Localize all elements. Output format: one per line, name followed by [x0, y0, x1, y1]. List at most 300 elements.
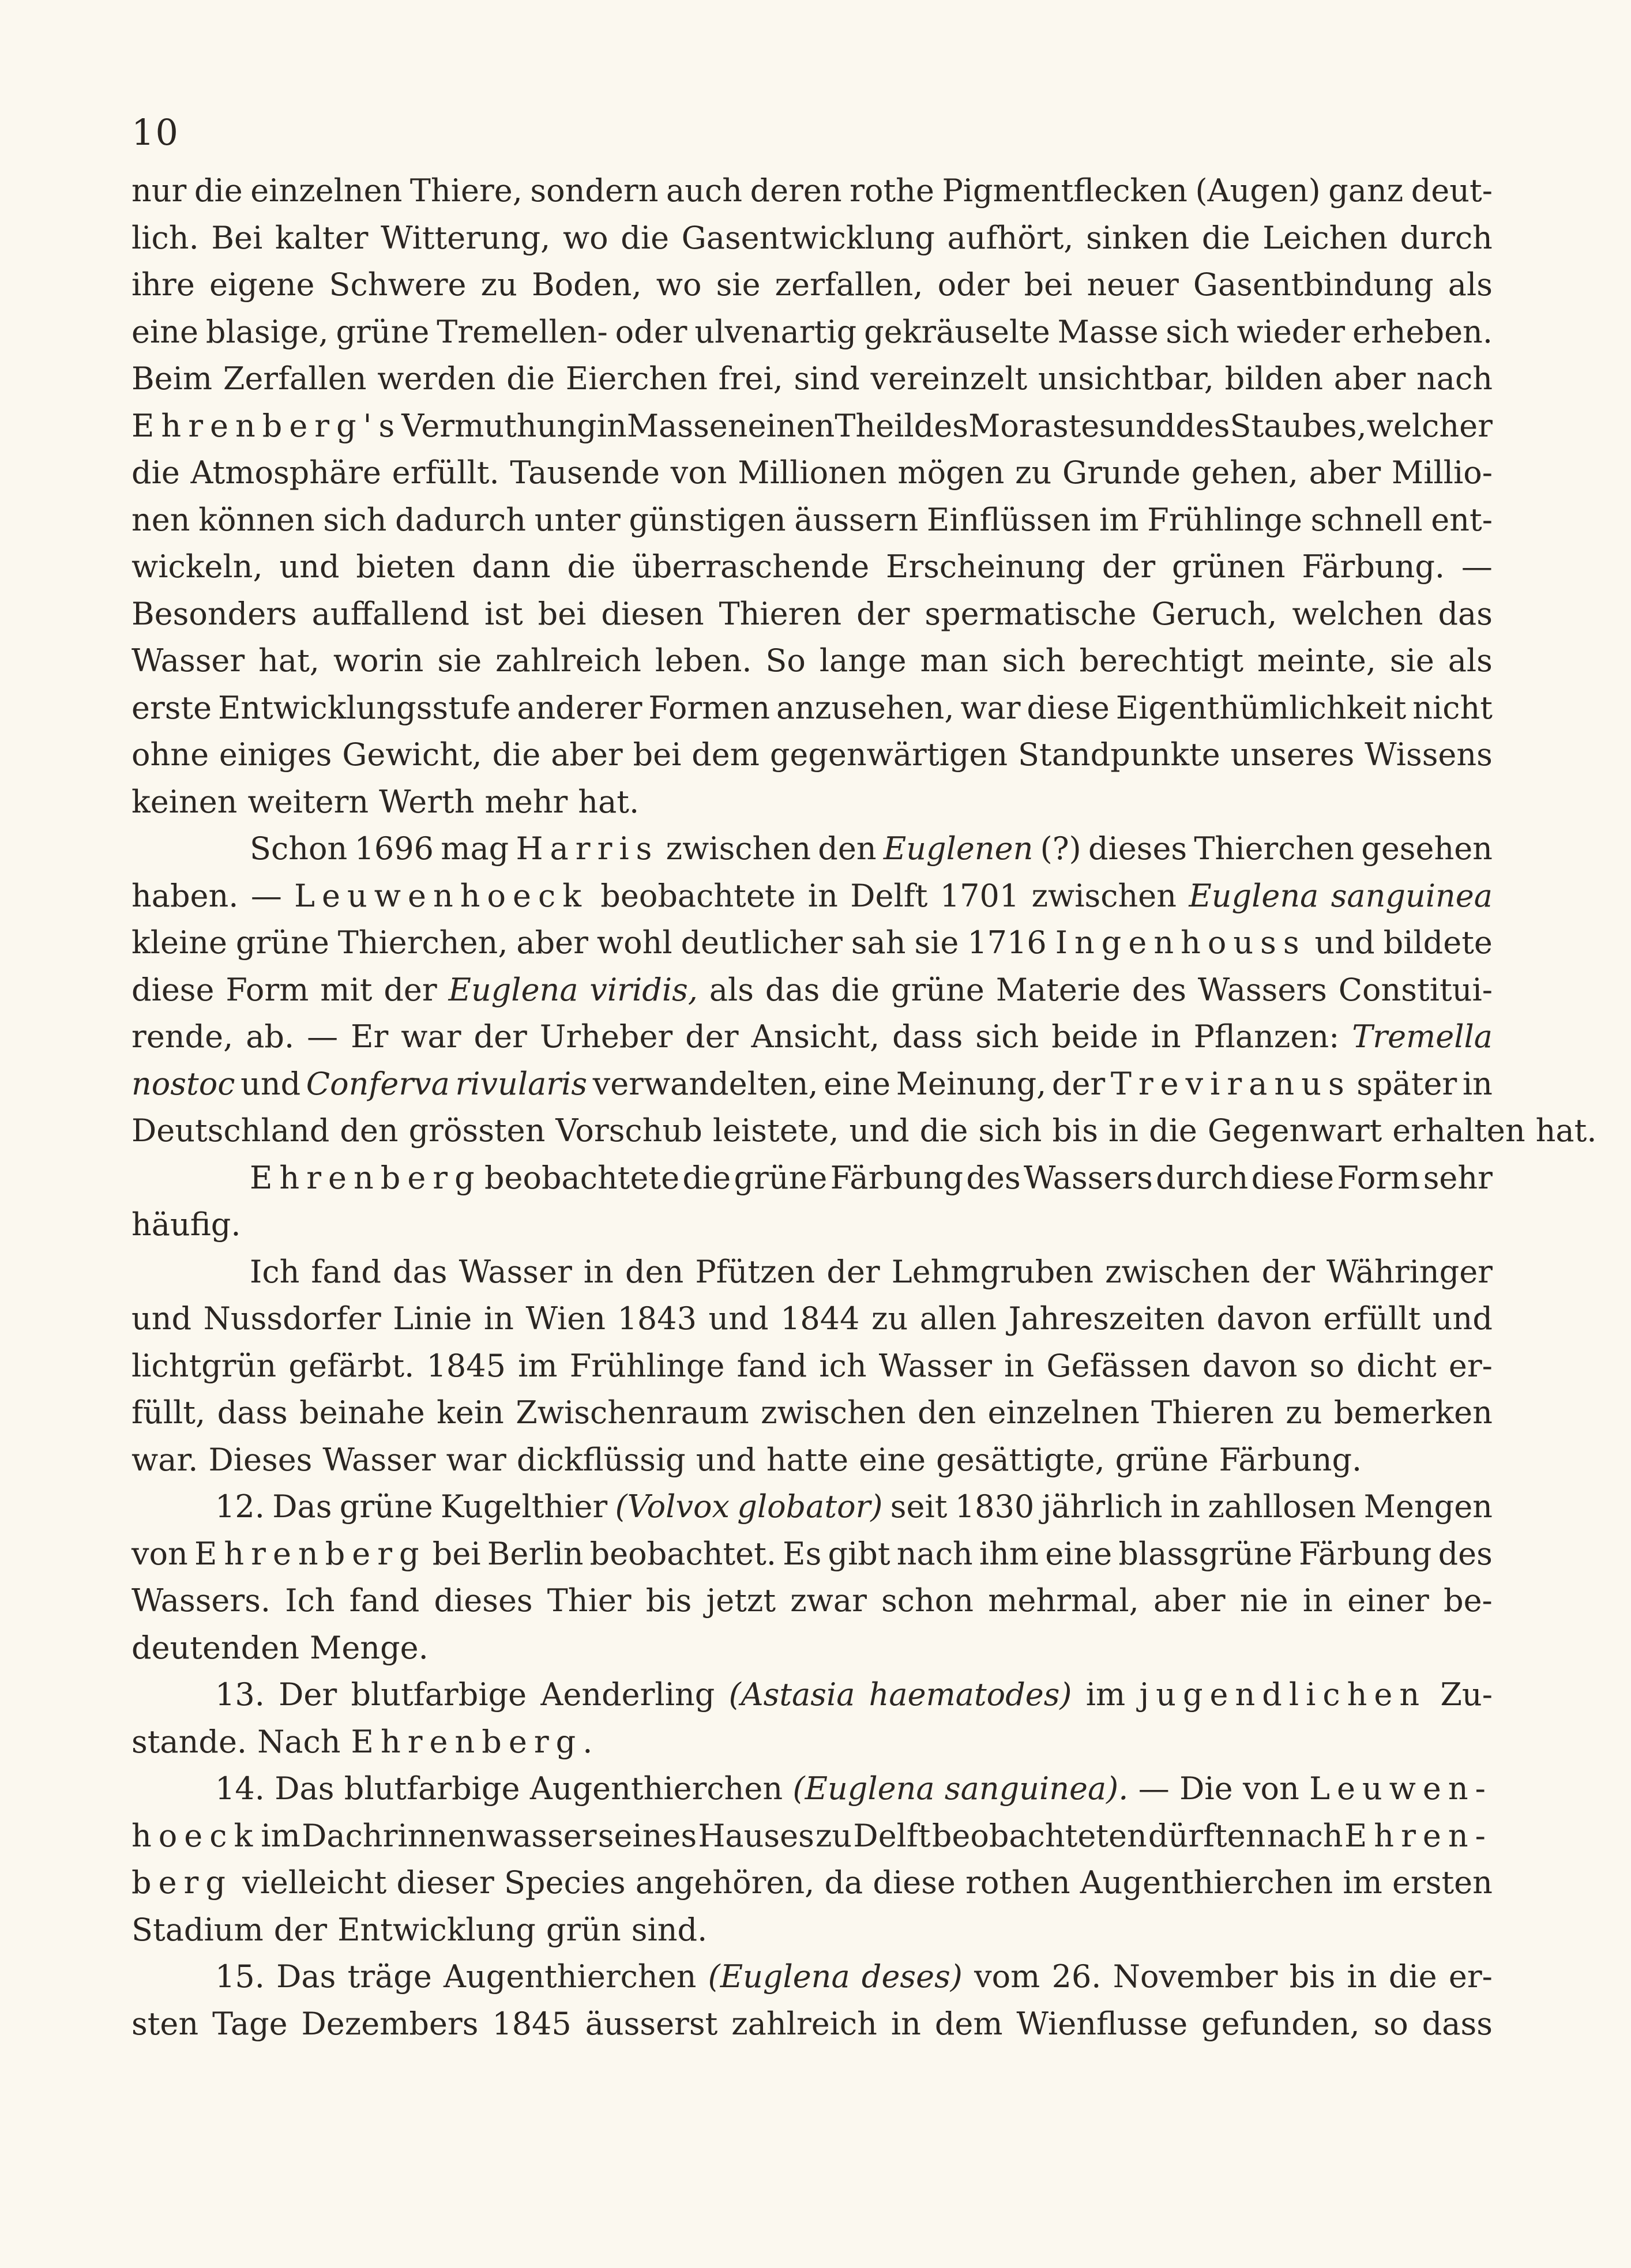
word: die	[1149, 1112, 1197, 1149]
word: bei	[1024, 266, 1073, 303]
word: nur	[131, 172, 187, 209]
word: war	[960, 689, 1021, 726]
word: davon	[1216, 1300, 1311, 1337]
word: meinte,	[1257, 642, 1376, 679]
word: dadurch	[395, 501, 527, 538]
word: spermatische	[925, 595, 1137, 632]
word: Stadium	[131, 1911, 264, 1948]
word: und	[696, 1441, 756, 1478]
word: den	[917, 1394, 976, 1431]
word: Euglenen	[883, 830, 1034, 867]
word: Jahreszeiten	[1008, 1300, 1205, 1337]
text-line	[131, 1342, 1493, 1390]
word: nach	[896, 1535, 973, 1572]
word: Er	[351, 1018, 389, 1055]
word: Linie	[393, 1300, 472, 1337]
word: einzelnen	[987, 1394, 1140, 1431]
word: welchen	[1292, 595, 1423, 632]
word: Die	[1179, 1770, 1233, 1807]
word: vereinzelt	[870, 360, 1028, 397]
word: man	[920, 642, 989, 679]
word: Masse	[1057, 313, 1159, 350]
word: werden	[377, 360, 496, 397]
word: leben.	[655, 642, 752, 679]
word: grüne	[336, 313, 430, 350]
word: zu	[1286, 1394, 1322, 1431]
word: Eigenthümlichkeit	[1115, 689, 1407, 726]
word: dem	[692, 736, 760, 773]
word: in	[1004, 1347, 1035, 1384]
text-line	[131, 1718, 1493, 1766]
word: gefärbt.	[288, 1347, 415, 1384]
word: 1716	[967, 924, 1047, 961]
word: fand	[349, 1582, 420, 1619]
word: (Euglena	[792, 1770, 935, 1807]
word: beobachtete	[600, 877, 796, 914]
page-number: 10	[131, 111, 179, 153]
word: und	[240, 1065, 301, 1102]
word: Ansicht,	[751, 1018, 880, 1055]
word: Nach	[257, 1723, 341, 1760]
word: sind.	[631, 1911, 708, 1948]
word: als	[1448, 266, 1493, 303]
word: sie	[437, 642, 482, 679]
word: bildete	[1383, 924, 1493, 961]
word: Färbung	[830, 1159, 964, 1196]
word: Vorschub	[555, 1112, 702, 1149]
word: Conferva	[306, 1065, 450, 1102]
word: nen	[131, 501, 190, 538]
word: der	[1261, 1253, 1315, 1290]
word: haben.	[131, 877, 239, 914]
text-line	[131, 1624, 1493, 1672]
word: bis	[1052, 1112, 1099, 1149]
word: neuer	[1087, 266, 1179, 303]
text-line	[131, 1060, 1493, 1108]
word: bis	[645, 1582, 692, 1619]
word: günstigen	[629, 501, 786, 538]
text-line	[131, 1953, 1493, 2000]
text-line	[131, 1013, 1493, 1060]
word: gibt	[828, 1535, 890, 1572]
word: sich	[323, 501, 387, 538]
word: November	[1113, 1958, 1278, 1995]
word: kleine	[131, 924, 227, 961]
word: nostoc	[131, 1065, 235, 1102]
word: Ehrenberg	[250, 1159, 482, 1196]
word: Leuwenhoeck	[294, 877, 588, 914]
word: der	[273, 1911, 328, 1948]
word: kalter	[275, 219, 369, 256]
word: das	[393, 1253, 448, 1290]
word: Leuwen-	[1309, 1770, 1493, 1807]
word: im	[1099, 501, 1139, 538]
word: des	[966, 1159, 1021, 1196]
word: diese	[131, 971, 215, 1008]
word: kein	[437, 1394, 504, 1431]
word: des	[914, 407, 969, 444]
word: Urheber	[539, 1018, 673, 1055]
word: erheben.	[1352, 313, 1493, 350]
word: Tremella	[1352, 1018, 1493, 1055]
word: unsichtbar,	[1038, 360, 1214, 397]
word: Schon	[250, 830, 348, 867]
word: durch	[1400, 219, 1493, 256]
word: den	[625, 1253, 684, 1290]
word: Morastes	[968, 407, 1115, 444]
word: welcher	[1366, 407, 1493, 444]
word: der	[685, 1018, 739, 1055]
word: Zu-	[1440, 1676, 1493, 1713]
word: und	[708, 1300, 769, 1337]
word: sanguinea).	[944, 1770, 1129, 1807]
word: der	[856, 595, 910, 632]
word: in	[1347, 1958, 1377, 1995]
word: und	[1314, 924, 1375, 961]
word: dass	[217, 1394, 288, 1431]
text-line	[131, 1295, 1493, 1342]
text-line	[131, 497, 1493, 544]
word: 1844	[780, 1300, 860, 1337]
word: den	[818, 830, 877, 867]
word: später	[1356, 1065, 1457, 1102]
word: Gefässen	[1046, 1347, 1190, 1384]
word: und	[1115, 407, 1176, 444]
word: be-	[1444, 1582, 1493, 1619]
word: Das	[275, 1770, 335, 1807]
word: grüne	[890, 971, 984, 1008]
word: mögen	[897, 454, 1005, 491]
text-line	[131, 2000, 1493, 2048]
word: der	[1102, 548, 1156, 585]
word: einzelnen	[250, 172, 403, 209]
word: berg	[131, 1864, 232, 1901]
word: Kugelthier	[440, 1488, 608, 1525]
word: Thieren	[719, 595, 842, 632]
word: Währinger	[1326, 1253, 1493, 1290]
text-line	[131, 1248, 1493, 1296]
word: Massen	[626, 407, 748, 444]
word: in	[1462, 1065, 1493, 1102]
word: Ich	[285, 1582, 335, 1619]
word: nicht	[1412, 689, 1493, 726]
word: wieder	[1237, 313, 1346, 350]
word: im	[261, 1817, 300, 1854]
word: beobachtete	[484, 1159, 680, 1196]
word: so	[1309, 1347, 1344, 1384]
word: der	[826, 1253, 880, 1290]
word: Boden,	[531, 266, 642, 303]
word: eine	[824, 1065, 891, 1102]
word: 15.	[215, 1958, 265, 1995]
word: in	[583, 1253, 614, 1290]
word: und	[131, 1300, 192, 1337]
word: des	[1132, 971, 1187, 1008]
word: sanguinea	[1331, 877, 1493, 914]
word: zwar	[790, 1582, 867, 1619]
word: rothen	[965, 1864, 1070, 1901]
word: hat.	[578, 783, 640, 820]
word: in	[1108, 1112, 1139, 1149]
word: der	[384, 971, 437, 1008]
word: 1696	[354, 830, 434, 867]
body-text	[131, 167, 1597, 2047]
word: war	[446, 1441, 506, 1478]
text-line	[131, 966, 1493, 1014]
text-line	[131, 1530, 1493, 1578]
word: gefunden,	[1201, 2005, 1360, 2042]
word: sich	[978, 1112, 1042, 1149]
word: grünen	[1171, 548, 1286, 585]
word: Geruch,	[1151, 595, 1277, 632]
word: deutlicher	[681, 924, 843, 961]
text-line	[131, 1154, 1493, 1202]
word: lichtgrün	[131, 1347, 277, 1384]
word: gekräuselte	[864, 313, 1050, 350]
word: aber	[516, 924, 588, 961]
word: So	[765, 642, 806, 679]
word: gehen,	[1191, 454, 1298, 491]
word: Frühlinge	[569, 1347, 725, 1384]
word: lange	[819, 642, 907, 679]
word: viridis,	[589, 971, 698, 1008]
word: und	[1432, 1300, 1493, 1337]
word: aber	[1153, 1582, 1226, 1619]
word: Nussdorfer	[203, 1300, 381, 1337]
word: mit	[320, 971, 373, 1008]
word: Constitui-	[1338, 971, 1493, 1008]
word: Ehrenberg.	[351, 1723, 600, 1760]
word: Wassers	[1197, 971, 1327, 1008]
word: häufig.	[131, 1206, 241, 1243]
word: Wasser	[131, 642, 245, 679]
text-line	[131, 355, 1493, 403]
word: äussern	[794, 501, 919, 538]
word: Standpunkte	[1018, 736, 1220, 773]
word: Thierchen,	[337, 924, 508, 961]
word: erfüllt.	[392, 454, 499, 491]
word: Gegenwart	[1207, 1112, 1382, 1149]
word: Wissens	[1365, 736, 1493, 773]
word: als	[1448, 642, 1493, 679]
word: den	[340, 1112, 399, 1149]
word: Form	[1337, 1159, 1420, 1196]
word: bei	[432, 1535, 481, 1572]
word: dieses	[434, 1582, 533, 1619]
word: erste	[131, 689, 212, 726]
text-line	[131, 1389, 1493, 1436]
word: wickeln,	[131, 548, 263, 585]
word: ab.	[246, 1018, 295, 1055]
word: Tage	[212, 2005, 288, 2042]
word: von	[131, 1535, 188, 1572]
word: Thiere,	[409, 172, 523, 209]
word: rende,	[131, 1018, 234, 1055]
word: da	[824, 1864, 863, 1901]
word: träge	[347, 1958, 432, 1995]
word: leistete,	[712, 1112, 839, 1149]
word: Zerfallen	[223, 360, 367, 397]
text-line	[131, 1906, 1493, 1954]
word: in	[483, 1300, 514, 1337]
word: Augenthierchen	[444, 1958, 697, 1995]
word: wohl	[596, 924, 672, 961]
word: grün	[546, 1911, 621, 1948]
word: diese	[1251, 1159, 1335, 1196]
word: ihre	[131, 266, 195, 303]
word: grüne	[1115, 1441, 1209, 1478]
word: dürften	[1148, 1817, 1266, 1854]
word: schon	[881, 1582, 974, 1619]
word: 1830	[954, 1488, 1035, 1525]
word: im	[1343, 1864, 1382, 1901]
word: Hauses	[698, 1817, 814, 1854]
word: wo	[656, 266, 702, 303]
word: Färbung	[1298, 1535, 1432, 1572]
word: —	[250, 877, 282, 914]
word: zwischen	[1105, 1253, 1250, 1290]
word: aber	[1309, 454, 1381, 491]
text-line	[131, 731, 1493, 778]
word: er-	[1448, 1958, 1493, 1995]
word: nach	[1267, 1817, 1343, 1854]
word: beinahe	[299, 1394, 425, 1431]
word: Besonders	[131, 595, 297, 632]
word: zu	[871, 1300, 908, 1337]
text-line	[131, 403, 1493, 450]
word: erhalten	[1392, 1112, 1525, 1149]
word: bis	[1289, 1958, 1336, 1995]
text-line	[131, 449, 1493, 497]
word: worin	[333, 642, 424, 679]
word: 1845	[426, 1347, 506, 1384]
word: hoeck	[131, 1817, 260, 1854]
word: die	[131, 454, 180, 491]
text-line	[131, 778, 1493, 826]
word: deutenden	[131, 1629, 300, 1666]
word: jetzt	[706, 1582, 776, 1619]
word: Augenthierchen	[1080, 1864, 1333, 1901]
word: Wassers.	[131, 1582, 271, 1619]
word: Bei	[211, 219, 263, 256]
word: beobachtet.	[589, 1535, 776, 1572]
word: Ehrenberg	[194, 1535, 426, 1572]
word: oder	[615, 313, 687, 350]
word: schnell	[1310, 501, 1423, 538]
word: in	[1151, 1018, 1181, 1055]
word: Schwere	[329, 266, 467, 303]
word: ich	[819, 1347, 867, 1384]
word: Erscheinung	[885, 548, 1086, 585]
word: Dezembers	[301, 2005, 479, 2042]
word: vielleicht	[242, 1864, 387, 1901]
word: die	[506, 360, 555, 397]
text-line	[131, 637, 1493, 684]
word: sind	[794, 360, 860, 397]
word: ist	[484, 595, 523, 632]
word: die	[1201, 219, 1250, 256]
word: dass	[892, 1018, 963, 1055]
word: im	[1085, 1676, 1126, 1713]
word: weitern	[247, 783, 369, 820]
word: Dachrinnenwasser	[302, 1817, 597, 1854]
word: (Euglena	[708, 1958, 850, 1995]
word: grössten	[408, 1112, 546, 1149]
word: von	[670, 454, 727, 491]
word: sie	[1389, 642, 1434, 679]
word: blasige,	[205, 313, 329, 350]
text-line	[131, 543, 1493, 590]
word: ersten	[1392, 1864, 1493, 1901]
word: dieser	[396, 1864, 494, 1901]
word: in	[1302, 1582, 1333, 1619]
word: Werth	[379, 783, 475, 820]
word: das	[1438, 595, 1493, 632]
word: deut-	[1411, 172, 1493, 209]
word: aufhört,	[947, 219, 1074, 256]
word: sondern	[530, 172, 659, 209]
word: Es	[783, 1535, 822, 1572]
word: Entwicklung	[337, 1911, 536, 1948]
word: bemerken	[1333, 1394, 1493, 1431]
word: gesehen	[1361, 830, 1493, 867]
word: diesen	[601, 595, 704, 632]
word: auffallend	[311, 595, 470, 632]
word: diese	[1027, 689, 1110, 726]
word: zahlreich	[495, 642, 641, 679]
word: Aenderling	[540, 1676, 715, 1713]
word: hatte	[766, 1441, 849, 1478]
word: rivularis	[455, 1065, 588, 1102]
text-line	[131, 1671, 1493, 1718]
word: Ingenhouss	[1055, 924, 1306, 961]
word: oder	[937, 266, 1010, 303]
word: Leichen	[1262, 219, 1388, 256]
word: des	[1438, 1535, 1493, 1572]
word: sten	[131, 2005, 199, 2042]
word: überraschende	[632, 548, 870, 585]
word: der	[1051, 1065, 1106, 1102]
word: Thier	[547, 1582, 632, 1619]
word: 1701	[939, 877, 1020, 914]
word: dass	[1422, 2005, 1493, 2042]
word: sie	[914, 924, 959, 961]
word: blutfarbige	[344, 1770, 520, 1807]
word: so	[1373, 2005, 1408, 2042]
word: hat,	[258, 642, 320, 679]
word: 12.	[215, 1488, 265, 1525]
word: sinken	[1086, 219, 1190, 256]
word: angehören,	[635, 1864, 815, 1901]
word: unter	[534, 501, 621, 538]
word: Wien	[525, 1300, 606, 1337]
word: sie	[716, 266, 761, 303]
word: die	[919, 1112, 968, 1149]
word: zahlreich	[731, 2005, 877, 2042]
word: Frühlinge	[1147, 501, 1302, 538]
word: aber	[1333, 360, 1406, 397]
word: können	[198, 501, 315, 538]
word: Pfützen	[695, 1253, 815, 1290]
word: zu	[815, 1817, 852, 1854]
word: bieten	[356, 548, 456, 585]
word: jährlich	[1042, 1488, 1163, 1525]
word: Deutschland	[131, 1112, 330, 1149]
word: Meinung,	[896, 1065, 1047, 1102]
word: ganz	[1328, 172, 1404, 209]
word: die	[682, 1159, 731, 1196]
word: diese	[873, 1864, 956, 1901]
